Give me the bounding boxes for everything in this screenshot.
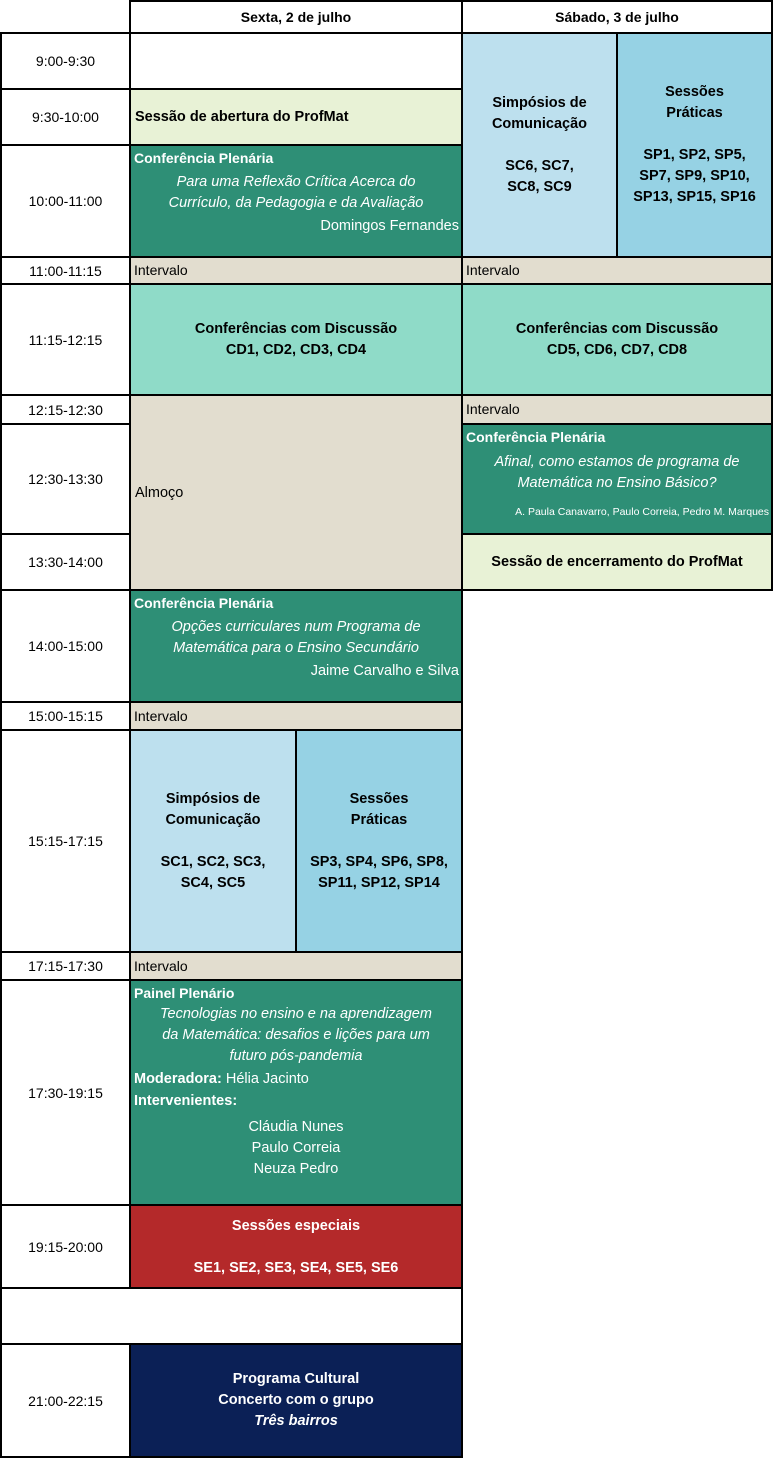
friday-plenary-2 <box>129 589 463 703</box>
header-saturday: Sábado, 3 de julho <box>461 0 773 34</box>
friday-lunch <box>129 394 463 591</box>
special-codes: SE1, SE2, SE3, SE4, SE5, SE6 <box>193 1260 399 1276</box>
plenary-speaker: Domingos Fernandes <box>320 218 459 234</box>
friday-plenary-panel <box>129 979 463 1206</box>
symposia-codes: SC8, SC9 <box>507 178 572 195</box>
opening-title: Sessão de abertura do ProfMat <box>135 109 349 125</box>
time-slot: 10:00-11:00 <box>0 144 131 258</box>
panel-speakers-label: Intervenientes: <box>134 1093 238 1109</box>
friday-discussion-conferences <box>129 283 463 396</box>
time-slot: 12:15-12:30 <box>0 394 131 425</box>
time-slot: 9:30-10:00 <box>0 88 131 146</box>
symposia-codes: SC1, SC2, SC3, <box>160 853 266 870</box>
practical-title: Práticas <box>666 105 723 121</box>
time-slot: 17:15-17:30 <box>0 951 131 981</box>
friday-cultural-program <box>129 1343 463 1458</box>
practical-codes: SP11, SP12, SP14 <box>318 874 440 891</box>
panel-kicker: Painel Plenário <box>134 985 235 1001</box>
panel-moderator: Moderadora: Hélia Jacinto <box>134 1071 309 1087</box>
saturday-closing-session <box>461 533 773 591</box>
time-slot: 11:00-11:15 <box>0 256 131 285</box>
time-slot: 17:30-19:15 <box>0 979 131 1206</box>
practical-title: Sessões <box>349 790 409 807</box>
time-slot: 15:15-17:15 <box>0 729 131 953</box>
friday-symposia <box>129 729 297 953</box>
friday-interval: Intervalo <box>129 701 463 731</box>
panel-title: Tecnologias no ensino e na aprendizagem da Matemática: desafios e lições para um futuro pós-pandemia <box>160 1006 432 1064</box>
discussion-title: Conferências com Discussão <box>515 320 719 337</box>
symposia-title: Simpósios de <box>165 790 261 807</box>
header-blank <box>0 0 131 33</box>
symposia-codes: SC6, SC7, <box>505 157 574 174</box>
time-slot: 14:00-15:00 <box>0 589 131 703</box>
lunch-label: Almoço <box>135 484 184 501</box>
practical-title: Práticas <box>350 811 408 828</box>
plenary-speakers: A. Paula Canavarro, Paulo Correia, Pedro M. Marques <box>515 506 769 518</box>
symposia-title: Comunicação <box>165 811 261 828</box>
cultural-band: Três bairros <box>254 1413 338 1429</box>
plenary-kicker: Conferência Plenária <box>134 595 274 611</box>
discussion-title: Conferências com Discussão <box>194 320 398 337</box>
practical-codes: SP3, SP4, SP6, SP8, <box>310 853 448 870</box>
friday-empty-slot <box>129 32 463 90</box>
practical-codes: SP13, SP15, SP16 <box>633 189 756 205</box>
plenary-kicker: Conferência Plenária <box>466 429 606 445</box>
saturday-plenary <box>461 423 773 535</box>
practical-codes: SP1, SP2, SP5, <box>643 147 746 163</box>
friday-opening-session <box>129 88 463 146</box>
saturday-discussion-conferences <box>461 283 773 396</box>
saturday-symposia <box>461 32 618 258</box>
cultural-subtitle: Concerto com o grupo <box>218 1392 374 1408</box>
friday-practical-sessions <box>295 729 463 953</box>
practical-codes: SP7, SP9, SP10, <box>639 168 750 184</box>
panel-speakers: Cláudia Nunes Paulo Correia Neuza Pedro <box>248 1119 344 1177</box>
cultural-title: Programa Cultural <box>232 1371 360 1387</box>
discussion-codes: CD5, CD6, CD7, CD8 <box>546 341 688 358</box>
friday-interval: Intervalo <box>129 951 463 981</box>
plenary-talk-title: Para uma Reflexão Crítica Acerca do Currículo, da Pedagogia e da Avaliação <box>168 174 424 211</box>
plenary-speaker: Jaime Carvalho e Silva <box>310 663 459 679</box>
time-slot: 9:00-9:30 <box>0 32 131 90</box>
time-slot: 15:00-15:15 <box>0 701 131 731</box>
saturday-practical-sessions <box>616 32 773 258</box>
special-title: Sessões especiais <box>231 1218 361 1234</box>
practical-title: Sessões <box>665 84 724 100</box>
time-slot: 11:15-12:15 <box>0 283 131 396</box>
discussion-codes: CD1, CD2, CD3, CD4 <box>225 341 367 358</box>
friday-plenary-1 <box>129 144 463 258</box>
time-slot: 21:00-22:15 <box>0 1343 131 1458</box>
symposia-title: Comunicação <box>491 115 588 132</box>
plenary-talk-title: Afinal, como estamos de programa de Matemática no Ensino Básico? <box>494 454 740 491</box>
friday-interval: Intervalo <box>129 256 463 285</box>
saturday-interval: Intervalo <box>461 394 773 425</box>
empty-row <box>0 1287 463 1345</box>
symposia-title: Simpósios de <box>492 94 587 111</box>
time-slot: 13:30-14:00 <box>0 533 131 591</box>
time-slot: 12:30-13:30 <box>0 423 131 535</box>
closing-title: Sessão de encerramento do ProfMat <box>491 553 743 570</box>
plenary-talk-title: Opções curriculares num Programa de Matemática para o Ensino Secundário <box>171 619 421 656</box>
plenary-kicker: Conferência Plenária <box>134 150 274 166</box>
header-friday: Sexta, 2 de julho <box>129 0 463 34</box>
symposia-codes: SC4, SC5 <box>180 874 246 891</box>
friday-special-sessions <box>129 1204 463 1289</box>
saturday-interval: Intervalo <box>461 256 773 285</box>
time-slot: 19:15-20:00 <box>0 1204 131 1289</box>
